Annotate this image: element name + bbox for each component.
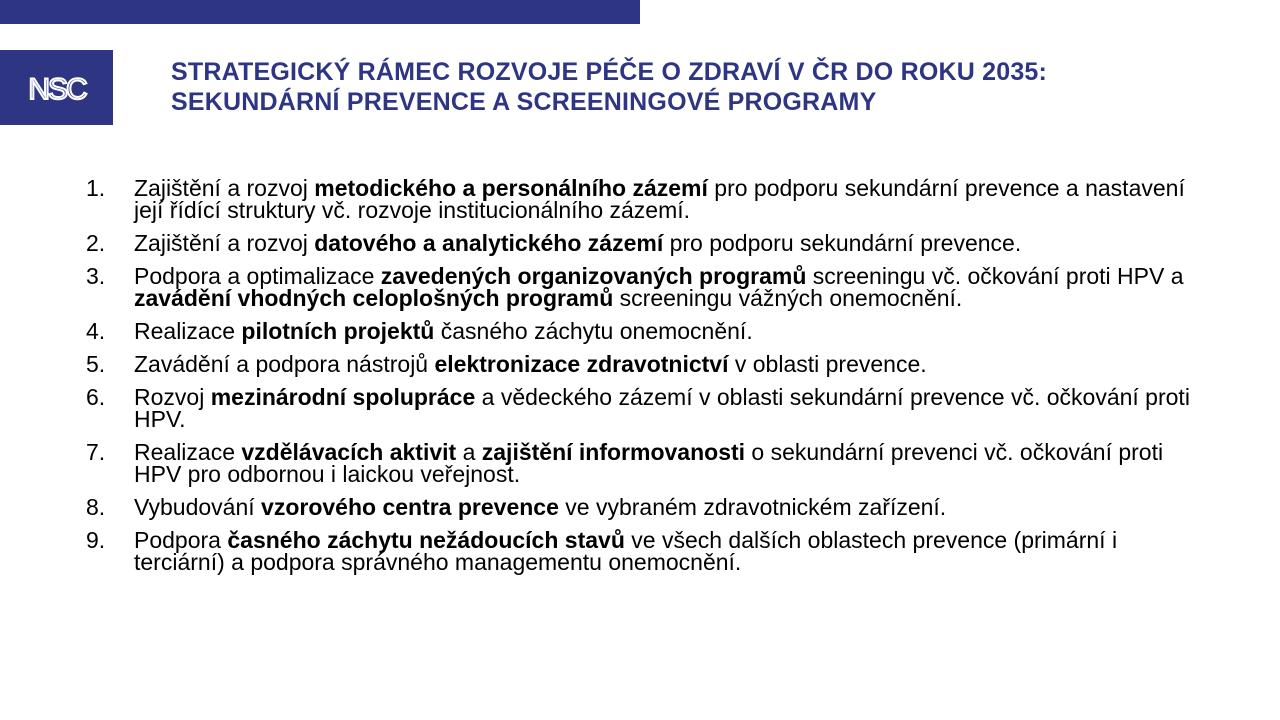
emphasis-text: zavedených organizovaných programů xyxy=(380,263,807,289)
list-item xyxy=(86,529,1206,573)
body-text: Realizace xyxy=(134,318,242,344)
body-text: Zavádění a podpora nástrojů xyxy=(134,351,435,377)
body-text: a vědeckého zázemí v oblasti sekundární prevence vč. očkování proti HPV. xyxy=(134,384,1190,432)
body-text: Zajištění a rozvoj xyxy=(134,230,315,256)
emphasis-text: zajištění informovanosti xyxy=(481,439,746,465)
body-text: Podpora xyxy=(134,527,228,553)
top-accent-bar xyxy=(0,0,640,24)
list-item-number: 6. xyxy=(86,384,106,410)
list-item-number: 1. xyxy=(86,175,106,201)
list-item-number: 2. xyxy=(86,230,106,256)
list-item xyxy=(86,232,1206,254)
body-text: o sekundární prevenci vč. očkování proti HPV pro odbornou i laickou veřejnost. xyxy=(134,439,1164,487)
list-item-text xyxy=(134,320,1206,342)
list-item-number: 8. xyxy=(86,494,106,520)
title-line-1: STRATEGICKÝ RÁMEC ROZVOJE PÉČE O ZDRAVÍ V ČR DO ROKU 2035: xyxy=(171,58,1048,86)
emphasis-text: vzdělávacích aktivit xyxy=(241,439,457,465)
list-item-number: 3. xyxy=(86,263,106,289)
body-text: Vybudování xyxy=(134,494,262,520)
body-text: a xyxy=(456,439,482,465)
list-item-text xyxy=(134,265,1206,309)
body-text: pro podporu sekundární prevence. xyxy=(663,230,1022,256)
list-item-number: 7. xyxy=(86,439,106,465)
list-item xyxy=(86,320,1206,342)
body-text: Zajištění a rozvoj xyxy=(134,175,315,201)
nsc-logo xyxy=(0,50,113,125)
list-item-number: 4. xyxy=(86,318,106,344)
list-item xyxy=(86,496,1206,518)
body-text: Realizace xyxy=(134,439,242,465)
emphasis-text: zavádění vhodných celoplošných programů xyxy=(134,285,614,311)
list-item-text xyxy=(134,496,1206,518)
list-item-text xyxy=(134,386,1206,430)
list-item xyxy=(86,265,1206,309)
emphasis-text: časného záchytu nežádoucích stavů xyxy=(227,527,625,553)
body-text: Podpora a optimalizace xyxy=(134,263,381,289)
list-item-text xyxy=(134,177,1206,221)
body-text: ve všech dalších oblastech prevence (primární i terciární) a podpora správného managementu onemocnění. xyxy=(134,527,1118,575)
body-text: v oblasti prevence. xyxy=(728,351,927,377)
emphasis-text: mezinárodní spolupráce xyxy=(210,384,476,410)
nsc-logo-mark xyxy=(22,66,92,110)
list-item-text xyxy=(134,441,1206,485)
list-item-text xyxy=(134,353,1206,375)
emphasis-text: datového a analytického zázemí xyxy=(314,230,664,256)
logo-text: NSC xyxy=(27,72,86,106)
list-item xyxy=(86,441,1206,485)
body-text: screeningu vč. očkování proti HPV a xyxy=(806,263,1184,289)
emphasis-text: elektronizace zdravotnictví xyxy=(434,351,729,377)
body-text: ve vybraném zdravotnickém zařízení. xyxy=(558,494,947,520)
emphasis-text: pilotních projektů xyxy=(241,318,435,344)
list-item-text xyxy=(134,232,1206,254)
emphasis-text: metodického a personálního zázemí xyxy=(314,175,708,201)
list-item-number: 5. xyxy=(86,351,106,377)
list-item xyxy=(86,386,1206,430)
emphasis-text: vzorového centra prevence xyxy=(261,494,559,520)
body-text: Rozvoj xyxy=(134,384,211,410)
list-item xyxy=(86,177,1206,221)
body-text: screeningu vážných onemocnění. xyxy=(613,285,963,311)
goals-list xyxy=(86,177,1206,584)
list-item-text xyxy=(134,529,1206,573)
title-line-2: SEKUNDÁRNÍ PREVENCE A SCREENINGOVÉ PROGRAMY xyxy=(171,88,877,116)
page-title xyxy=(171,57,1251,117)
list-item xyxy=(86,353,1206,375)
list-item-number: 9. xyxy=(86,527,106,553)
body-text: časného záchytu onemocnění. xyxy=(434,318,753,344)
body-text: pro podporu sekundární prevence a nastavení její řídící struktury vč. rozvoje institucionálního zázemí. xyxy=(134,175,1185,223)
